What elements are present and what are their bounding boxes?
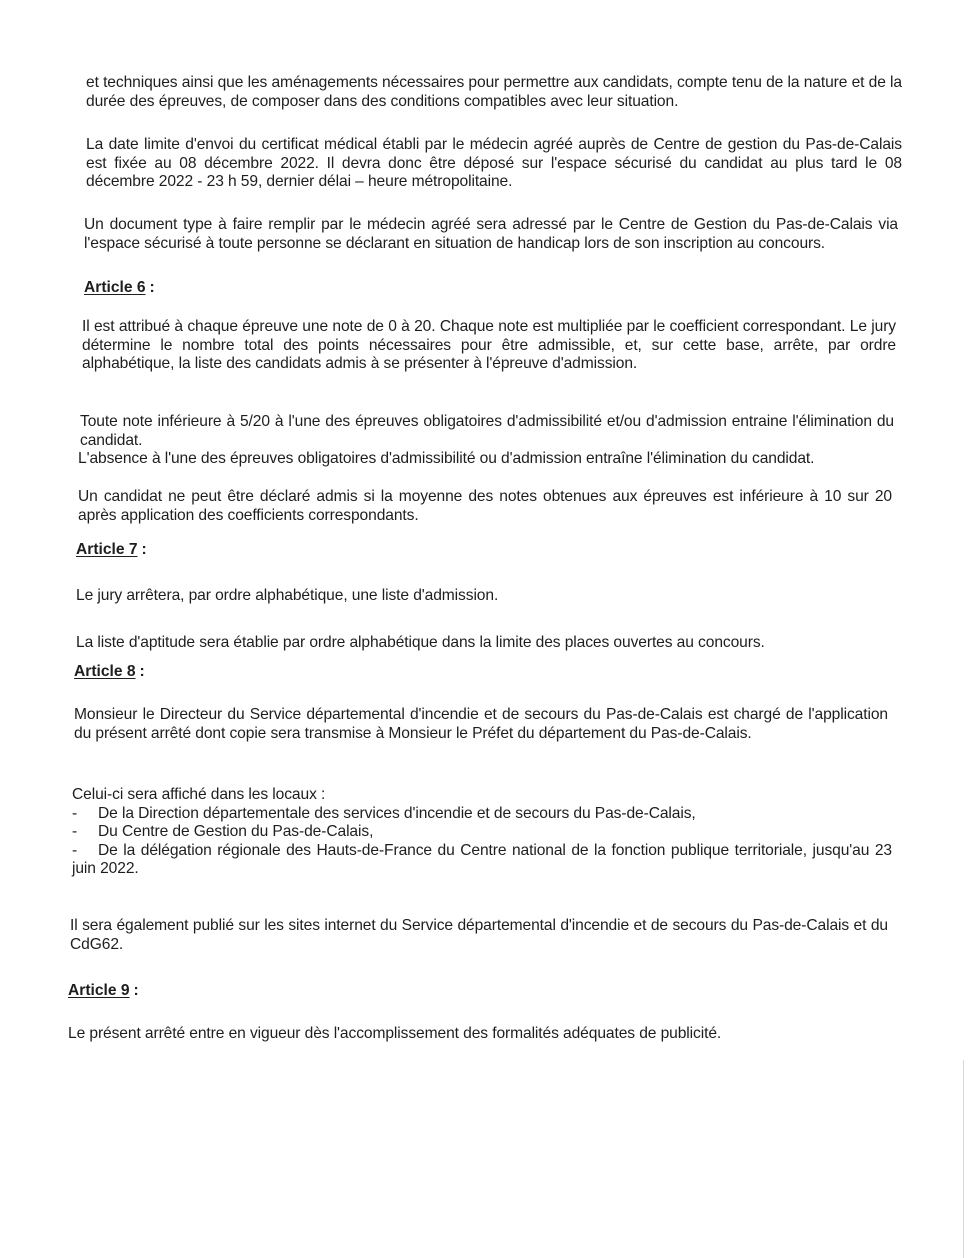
heading-label: Article 7 <box>76 541 138 558</box>
paragraph-text: Le présent arrêté entre en vigueur dès l'accomplissement des formalités adéquates de publicité. <box>68 1025 722 1042</box>
article-6-paragraph-1 <box>82 318 896 374</box>
article-8-paragraph-1 <box>74 706 888 743</box>
scan-edge-line <box>963 1060 964 1258</box>
heading-colon: : <box>141 541 147 558</box>
paragraph-text: Un document type à faire remplir par le médecin agréé sera adressé par le Centre de Gestion du Pas-de-Calais via l'espace sécurisé à toute personne se déclarant en situation de handicap lors de son inscription au concours. <box>84 216 898 252</box>
heading-label: Article 6 <box>84 279 146 296</box>
list-item <box>72 842 892 879</box>
intro-paragraph-3 <box>84 216 898 253</box>
paragraph-text: Monsieur le Directeur du Service départemental d'incendie et de secours du Pas-de-Calais est chargé de l'application du présent arrêté dont copie sera transmise à Monsieur le Préfet du département du Pas-de-Calais. <box>74 706 888 742</box>
paragraph-text: La liste d'aptitude sera établie par ordre alphabétique dans la limite des places ouvertes au concours. <box>76 634 765 651</box>
article-6-heading <box>84 279 155 297</box>
list-bullet: - <box>72 823 78 840</box>
paragraph-text: Il sera également publié sur les sites internet du Service départemental d'incendie et de secours du Pas-de-Calais et du CdG62. <box>70 917 888 953</box>
paragraph-text: La date limite d'envoi du certificat médical établi par le médecin agréé auprès de Centre de gestion du Pas-de-Calais est fixée au 08 décembre 2022. Il devra donc être déposé sur l'espace sécurisé du candidat au plus tard le 08 décembre 2022 - 23 h 59, dernier délai – heure métropolitaine. <box>86 136 902 190</box>
heading-colon: : <box>149 279 155 296</box>
article-6-paragraph-3 <box>78 450 892 469</box>
article-9-paragraph-1 <box>68 1025 888 1044</box>
article-7-heading <box>76 541 147 559</box>
heading-colon: : <box>133 982 139 999</box>
article-7-paragraph-2 <box>76 634 896 653</box>
intro-paragraph-2 <box>86 136 902 192</box>
paragraph-text: L'absence à l'une des épreuves obligatoires d'admissibilité ou d'admission entraîne l'élimination du candidat. <box>78 450 815 467</box>
paragraph-text: Il est attribué à chaque épreuve une note de 0 à 20. Chaque note est multipliée par le coefficient correspondant. Le jury détermine le nombre total des points nécessaires pour être admissible, et, sur cette base, arrête, par ordre alphabétique, la liste des candidats admis à se présenter à l'épreuve d'admission. <box>82 318 896 372</box>
paragraph-text: Un candidat ne peut être déclaré admis si la moyenne des notes obtenues aux épreuves est inférieure à 10 sur 20 après application des coefficients correspondants. <box>78 488 892 524</box>
list-item <box>72 805 892 824</box>
list-item-text: De la Direction départementale des services d'incendie et de secours du Pas-de-Calais, <box>98 804 696 822</box>
article-8-heading <box>74 663 145 681</box>
heading-colon: : <box>139 663 145 680</box>
list-bullet: - <box>72 841 78 859</box>
list-bullet: - <box>72 804 78 822</box>
article-7-paragraph-1 <box>76 587 896 606</box>
article-8-paragraph-2 <box>70 917 888 954</box>
article-9-heading <box>68 982 139 1000</box>
list-intro-text: Celui-ci sera affiché dans les locaux : <box>72 786 326 803</box>
intro-paragraph-1 <box>86 74 902 111</box>
article-6-paragraph-4 <box>78 488 892 525</box>
paragraph-text: et techniques ainsi que les aménagements nécessaires pour permettre aux candidats, compte tenu de la nature et de la durée des épreuves, de composer dans des conditions compatibles avec leur situation. <box>86 74 902 110</box>
paragraph-text: Le jury arrêtera, par ordre alphabétique, une liste d'admission. <box>76 587 499 604</box>
heading-label: Article 9 <box>68 982 130 999</box>
list-item-text: De la délégation régionale des Hauts-de-France du Centre national de la fonction publique territoriale, jusqu'au 23 juin 2022. <box>72 841 892 877</box>
list-item-text: Du Centre de Gestion du Pas-de-Calais, <box>98 823 374 840</box>
article-6-paragraph-2 <box>80 413 894 450</box>
paragraph-text: Toute note inférieure à 5/20 à l'une des épreuves obligatoires d'admissibilité et/ou d'admission entraine l'élimination du candidat. <box>80 413 894 449</box>
list-item <box>72 823 892 842</box>
article-8-list <box>72 786 892 879</box>
heading-label: Article 8 <box>74 663 136 680</box>
